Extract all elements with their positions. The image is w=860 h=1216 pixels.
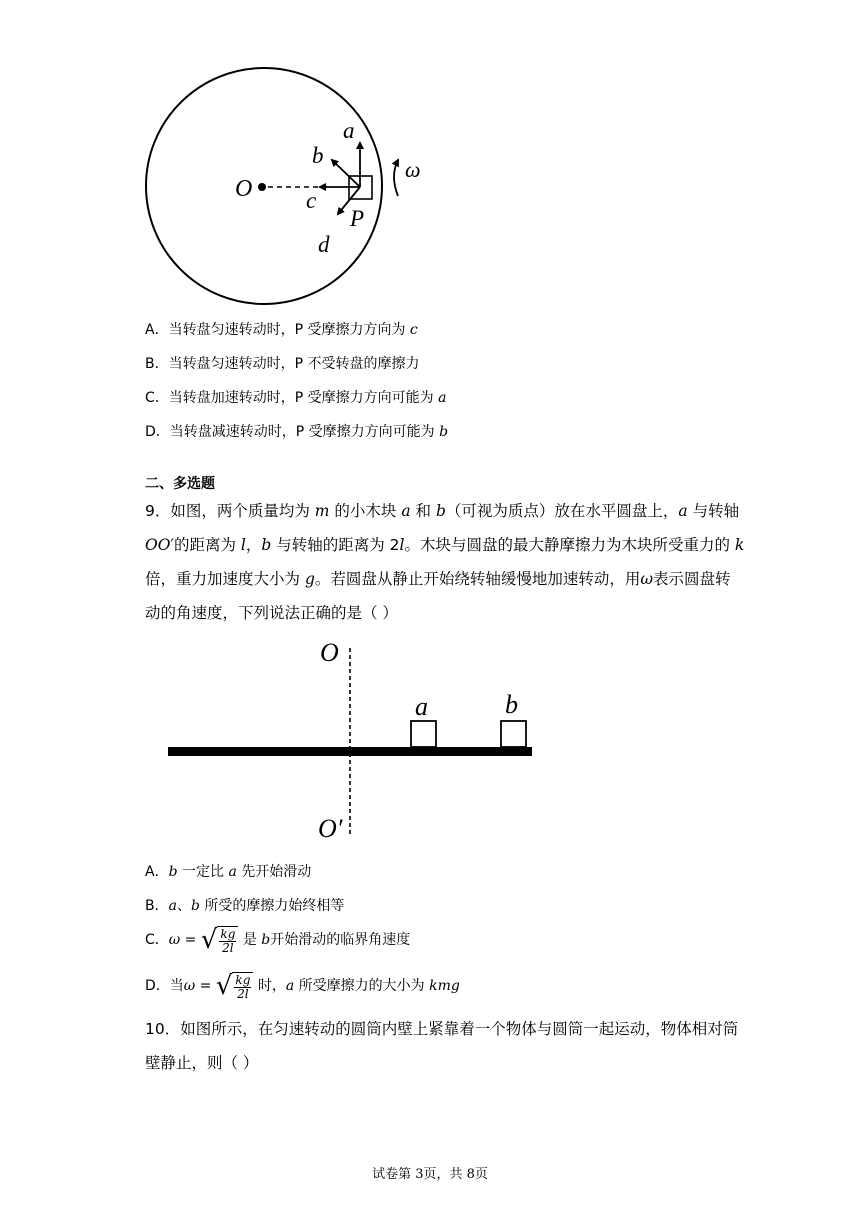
label-p: P — [350, 206, 365, 231]
q10-stem — [145, 1012, 745, 1080]
disc-bar — [168, 747, 532, 756]
q9-line-2: OO′的距离为 l，b 与转轴的距离为 2l。木块与圆盘的最大静摩擦力为木块所受重力的 k — [145, 536, 745, 554]
label-block-b: b — [505, 690, 518, 719]
label-d: d — [318, 232, 330, 257]
q8-option-a — [145, 320, 418, 340]
q8-option-d-var: b — [439, 424, 449, 440]
rotation-arrow — [394, 160, 398, 196]
label-block-a: a — [415, 692, 428, 721]
q10-line-1: 10．如图所示，在匀速转动的圆筒内壁上紧靠着一个物体与圆筒一起运动，物体相对筒 — [145, 1020, 739, 1038]
q8-option-c-text: C．当转盘加速转动时，P 受摩擦力方向可能为 — [145, 390, 439, 406]
label-b: b — [312, 143, 324, 168]
q9-option-d: D．当 ω = √ $\frac{kg}{2l}$ 时， a 所受摩擦力的大小为 kmg — [145, 971, 460, 1001]
q9-option-c: C． ω = √ $\frac{kg}{2l}$ 是 b 开始滑动的临界角速度 — [145, 925, 411, 955]
figure-disc-side-view — [160, 630, 550, 845]
label-c: c — [306, 188, 317, 213]
q8-option-c-var: a — [438, 390, 447, 406]
q9-option-b: B．a、b 所受的摩擦力始终相等 — [145, 898, 345, 914]
q8-option-d — [145, 422, 448, 442]
q9-line-3: 倍，重力加速度大小为 g。若圆盘从静止开始绕转轴缓慢地加速转动，用ω表示圆盘转 — [145, 570, 731, 588]
q10-line-2: 壁静止，则（ ） — [145, 1054, 259, 1072]
block-a — [411, 721, 436, 747]
q9-option-c-sqrt: √ $\frac{kg}{2l}$ — [201, 925, 239, 955]
arrow-b — [332, 160, 360, 187]
q8-option-b — [145, 354, 420, 374]
label-axis-o: O — [320, 638, 339, 667]
page-footer: 试卷第 3页，共 8页 — [372, 1167, 488, 1182]
label-omega: ω — [405, 157, 421, 182]
q8-option-a-text: A．当转盘匀速转动时，P 受摩擦力方向为 — [145, 322, 410, 338]
q9-line-1: 9．如图，两个质量均为 m 的小木块 a 和 b（可视为质点）放在水平圆盘上，a 与转轴 — [145, 502, 740, 520]
q8-option-b-text: B．当转盘匀速转动时，P 不受转盘的摩擦力 — [145, 356, 420, 372]
section-title: 二、多选题 — [145, 476, 215, 492]
block-b — [501, 721, 526, 747]
q8-option-a-var: c — [409, 322, 418, 338]
q8-option-c — [145, 388, 446, 408]
figure-rotating-disc — [140, 0, 450, 312]
label-a: a — [343, 118, 355, 143]
q8-option-d-text: D．当转盘减速转动时，P 受摩擦力方向可能为 — [145, 424, 440, 440]
q9-option-d-sqrt: √ $\frac{kg}{2l}$ — [216, 971, 254, 1001]
label-axis-o-prime: O′ — [318, 814, 343, 843]
center-dot — [258, 183, 266, 191]
q9-line-4: 动的角速度，下列说法正确的是（ ） — [145, 604, 398, 622]
q9-stem — [145, 494, 745, 630]
label-o: O — [235, 176, 253, 202]
q9-option-a: A．b 一定比 a 先开始滑动 — [145, 864, 312, 880]
